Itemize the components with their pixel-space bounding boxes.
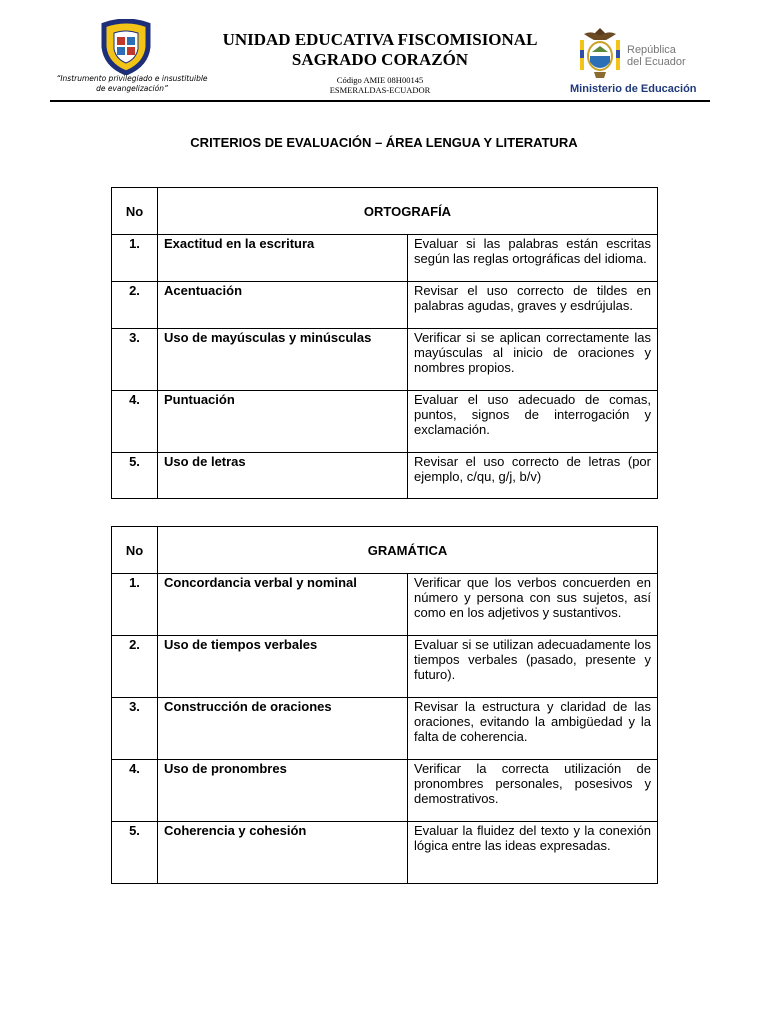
criterion-name: Exactitud en la escritura — [158, 235, 408, 282]
table-row — [112, 636, 658, 698]
institution-code: Código AMIE 08H00145 ESMERALDAS-ECUADOR — [329, 75, 431, 95]
row-number: 2. — [112, 636, 158, 698]
table-header-row — [112, 188, 658, 235]
row-number: 5. — [112, 822, 158, 884]
criterion-description: Verificar la correcta utilización de pronombres personales, posesivos y demostrativos. — [408, 760, 658, 822]
column-header-no: No — [112, 527, 158, 574]
republica-del-ecuador-label: República del Ecuador — [627, 44, 686, 68]
criterion-description: Evaluar si las palabras están escritas según las reglas ortográficas del idioma. — [408, 235, 658, 282]
row-number: 1. — [112, 235, 158, 282]
criterion-description: Revisar el uso correcto de letras (por ejemplo, c/qu, g/j, b/v) — [408, 453, 658, 499]
table-row — [112, 235, 658, 282]
criterion-name: Puntuación — [158, 391, 408, 453]
criterion-name: Concordancia verbal y nominal — [158, 574, 408, 636]
criterion-name: Uso de pronombres — [158, 760, 408, 822]
criteria-table-ortografia — [111, 187, 658, 499]
table-row — [112, 391, 658, 453]
header-divider — [50, 100, 710, 102]
table-row — [112, 574, 658, 636]
table-row — [112, 453, 658, 499]
criterion-description: Verificar que los verbos concuerden en número y persona con sus sujetos, así como en los adjetivos y sustantivos. — [408, 574, 658, 636]
criterion-description: Evaluar si se utilizan adecuadamente los tiempos verbales (pasado, presente y futuro). — [408, 636, 658, 698]
row-number: 3. — [112, 329, 158, 391]
area-title: ORTOGRAFÍA — [158, 188, 658, 235]
document-title: CRITERIOS DE EVALUACIÓN – ÁREA LENGUA Y LITERATURA — [190, 135, 578, 150]
criterion-name: Uso de tiempos verbales — [158, 636, 408, 698]
area-title: GRAMÁTICA — [158, 527, 658, 574]
table-row — [112, 822, 658, 884]
criterion-name: Uso de letras — [158, 453, 408, 499]
row-number: 5. — [112, 453, 158, 499]
criterion-name: Coherencia y cohesión — [158, 822, 408, 884]
ecuador-coat-of-arms-icon — [576, 26, 624, 82]
criterion-name: Construcción de oraciones — [158, 698, 408, 760]
criteria-table-gramatica — [111, 526, 658, 884]
table-row — [112, 282, 658, 329]
institution-name: UNIDAD EDUCATIVA FISCOMISIONAL SAGRADO CORAZÓN — [222, 30, 538, 69]
table-row — [112, 760, 658, 822]
school-shield-logo — [100, 19, 152, 75]
row-number: 3. — [112, 698, 158, 760]
criterion-description: Revisar la estructura y claridad de las oraciones, evitando la ambigüedad y la falta de coherencia. — [408, 698, 658, 760]
row-number: 1. — [112, 574, 158, 636]
row-number: 4. — [112, 760, 158, 822]
row-number: 2. — [112, 282, 158, 329]
criterion-name: Uso de mayúsculas y minúsculas — [158, 329, 408, 391]
row-number: 4. — [112, 391, 158, 453]
column-header-no: No — [112, 188, 158, 235]
ministry-label: Ministerio de Educación — [570, 83, 697, 95]
criterion-description: Evaluar la fluidez del texto y la conexión lógica entre las ideas expresadas. — [408, 822, 658, 884]
criterion-description: Evaluar el uso adecuado de comas, puntos, signos de interrogación y exclamación. — [408, 391, 658, 453]
criterion-description: Revisar el uso correcto de tildes en palabras agudas, graves y esdrújulas. — [408, 282, 658, 329]
table-row — [112, 329, 658, 391]
school-motto: “Instrumento privilegiado e insustituible de evangelización” — [56, 74, 208, 93]
criterion-description: Verificar si se aplican correctamente las mayúsculas al inicio de oraciones y nombres propios. — [408, 329, 658, 391]
table-row — [112, 698, 658, 760]
table-header-row — [112, 527, 658, 574]
criterion-name: Acentuación — [158, 282, 408, 329]
